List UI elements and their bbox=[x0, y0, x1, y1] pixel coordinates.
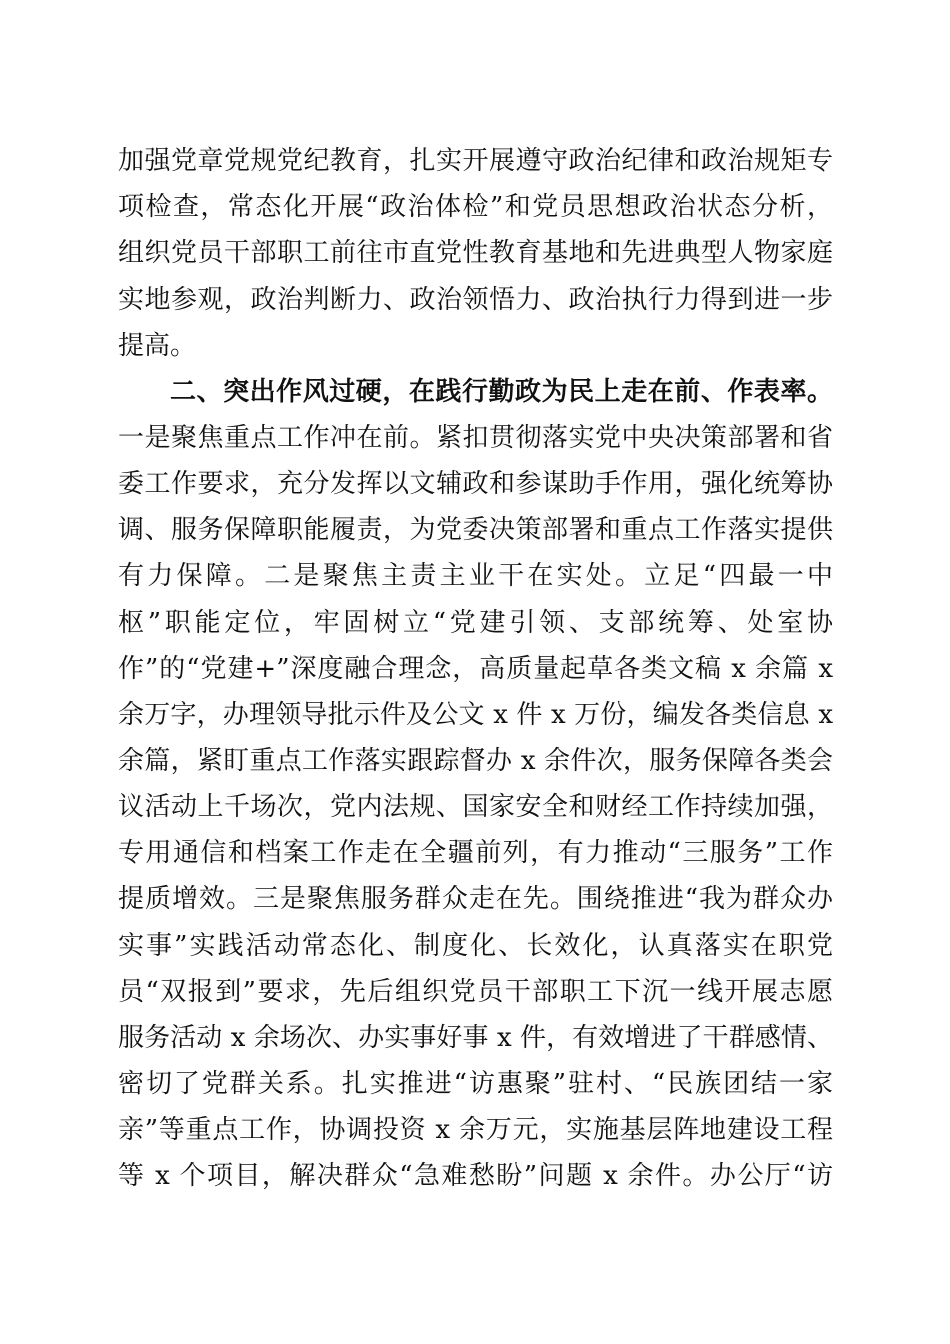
paragraph-1-line-2: 项检查，常态化开展“政治体检”和党员思想政治状态分析， bbox=[118, 192, 833, 222]
paragraph-1-line-3: 组织党员干部职工前往市直党性教育基地和先进典型人物家庭 bbox=[118, 238, 833, 268]
paragraph-2-line-4: 有力保障。二是聚焦主责主业干在实处。立足“四最一中 bbox=[118, 561, 833, 591]
paragraph-2-line-15: 密切了党群关系。扎实推进“访惠聚”驻村、“民族团结一家 bbox=[118, 1069, 833, 1099]
paragraph-2-line-6: 作”的“党建+”深度融合理念，高质量起草各类文稿 x 余篇 x bbox=[118, 654, 833, 684]
paragraph-2-line-2: 委工作要求，充分发挥以文辅政和参谋助手作用，强化统筹协 bbox=[118, 469, 833, 499]
paragraph-1-line-1: 加强党章党规党纪教育，扎实开展遵守政治纪律和政治规矩专 bbox=[118, 146, 833, 176]
paragraph-2-line-12: 实事”实践活动常态化、制度化、长效化，认真落实在职党 bbox=[118, 931, 833, 961]
paragraph-1-line-5: 提高。 bbox=[118, 331, 197, 361]
paragraph-2-line-17: 等 x 个项目，解决群众“急难愁盼”问题 x 余件。办公厅“访 bbox=[118, 1161, 833, 1191]
paragraph-2-line-1: 一是聚焦重点工作冲在前。紧扣贯彻落实党中央决策部署和省 bbox=[118, 423, 833, 453]
section-heading: 二、突出作风过硬，在践行勤政为民上走在前、作表率。 bbox=[170, 377, 833, 407]
paragraph-2-line-8: 余篇，紧盯重点工作落实跟踪督办 x 余件次，服务保障各类会 bbox=[118, 746, 833, 776]
paragraph-2-line-7: 余万字，办理领导批示件及公文 x 件 x 万份，编发各类信息 x bbox=[118, 700, 833, 730]
paragraph-2-line-16: 亲”等重点工作，协调投资 x 余万元，实施基层阵地建设工程 bbox=[118, 1115, 833, 1145]
paragraph-2-line-13: 员“双报到”要求，先后组织党员干部职工下沉一线开展志愿 bbox=[118, 977, 833, 1007]
paragraph-2-line-14: 服务活动 x 余场次、办实事好事 x 件，有效增进了干群感情、 bbox=[118, 1023, 833, 1053]
paragraph-2-line-11: 提质增效。三是聚焦服务群众走在先。围绕推进“我为群众办 bbox=[118, 884, 833, 914]
paragraph-2-line-10: 专用通信和档案工作走在全疆前列，有力推动“三服务”工作 bbox=[118, 838, 833, 868]
paragraph-1-line-4: 实地参观，政治判断力、政治领悟力、政治执行力得到进一步 bbox=[118, 285, 833, 315]
paragraph-2-line-3: 调、服务保障职能履责，为党委决策部署和重点工作落实提供 bbox=[118, 515, 833, 545]
paragraph-2-line-5: 枢”职能定位，牢固树立“党建引领、支部统筹、处室协 bbox=[118, 608, 833, 638]
paragraph-2-line-9: 议活动上千场次，党内法规、国家安全和财经工作持续加强， bbox=[118, 792, 833, 822]
